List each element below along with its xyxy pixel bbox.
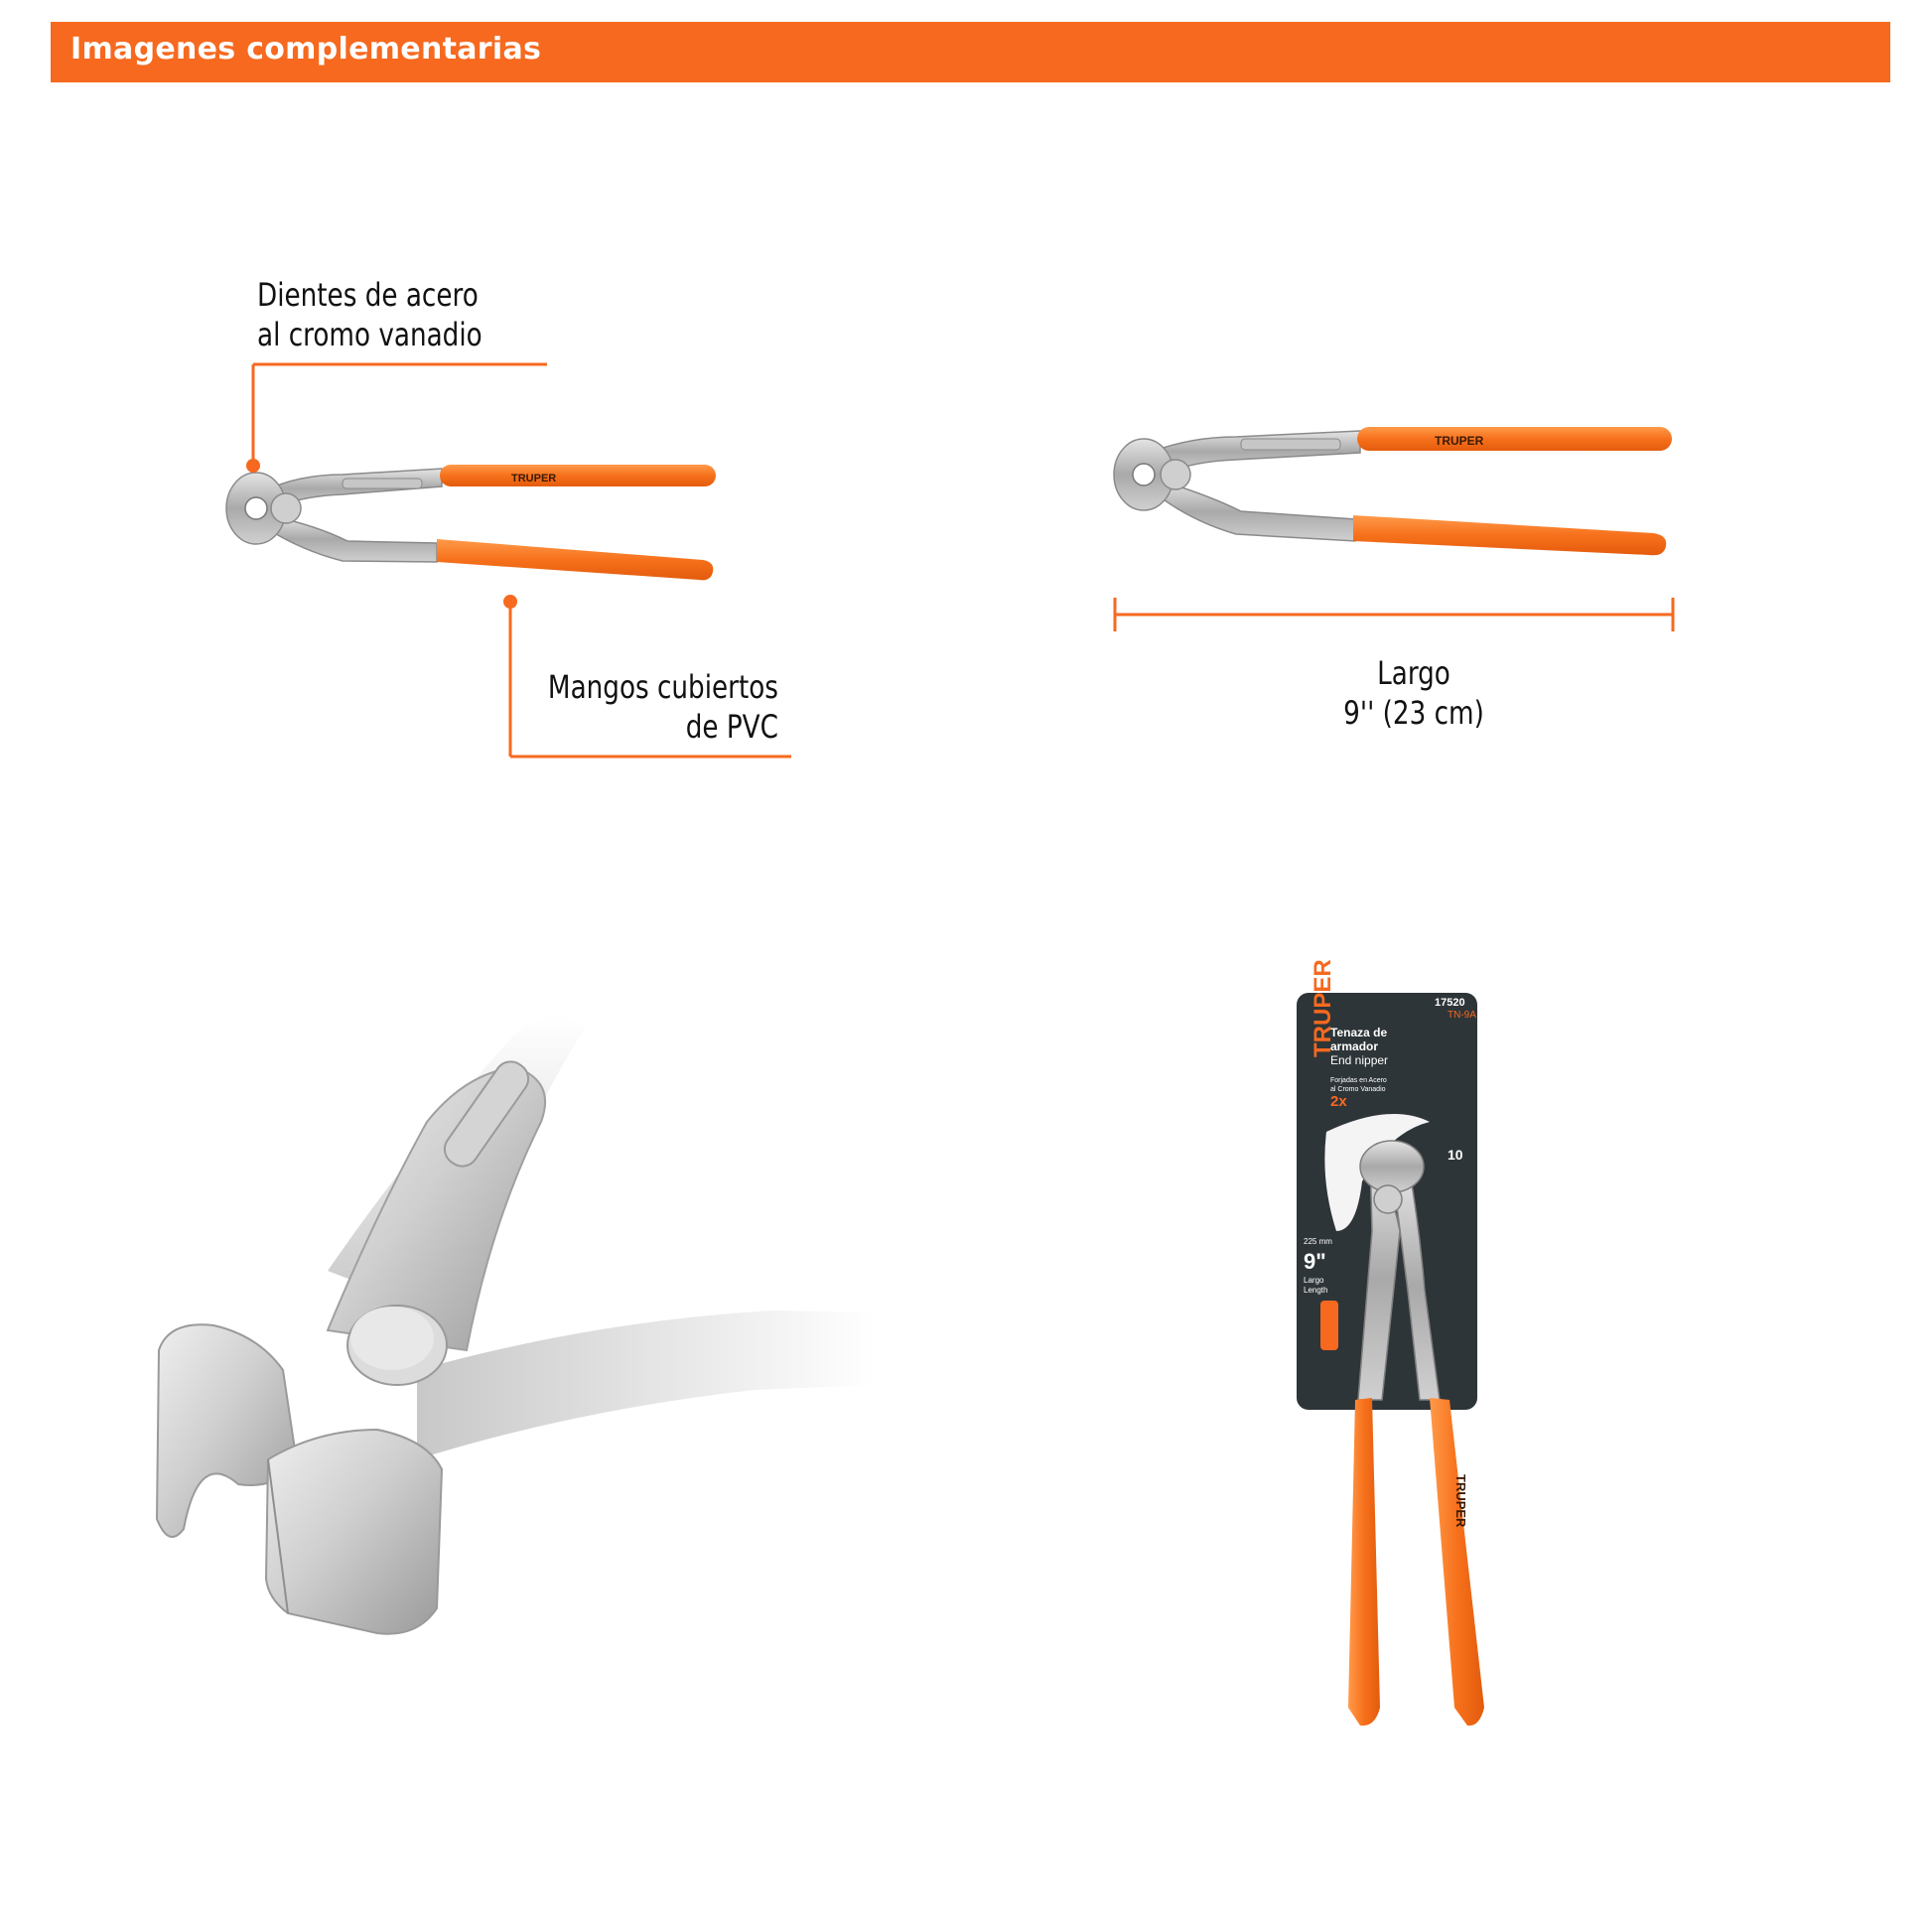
package-warranty: 10 [1448, 1147, 1463, 1163]
package-code: 17520 [1435, 997, 1465, 1009]
teeth-callout-line-1: Dientes de acero [257, 276, 479, 314]
handles-callout-label [548, 667, 778, 747]
length-label: Largo [1377, 654, 1450, 692]
package-length-es: Largo [1304, 1276, 1324, 1285]
handles-callout-line-1: Mangos cubiertos [547, 668, 778, 706]
package-length-en: Length [1304, 1286, 1328, 1295]
package-size-in: 9" [1304, 1249, 1326, 1274]
teeth-callout-label [257, 275, 483, 354]
package-brand: TRUPER [1310, 959, 1336, 1057]
pliers-handle-brand-2: TRUPER [1435, 434, 1484, 448]
teeth-callout-line [246, 364, 547, 473]
pliers-handle-brand: TRUPER [511, 473, 557, 484]
package-model: TN-9A [1448, 1010, 1476, 1021]
handles-callout-line-2: de PVC [685, 708, 778, 746]
pliers-callout-image [226, 465, 716, 580]
package-size-mm: 225 mm [1304, 1237, 1332, 1246]
package-handle-brand: TRUPER [1453, 1474, 1468, 1528]
pliers-length-image [1114, 427, 1672, 555]
packaged-product-image [1297, 959, 1484, 1725]
package-forged-2: al Cromo Vanadio [1330, 1086, 1386, 1093]
jaw-closeup-image [157, 1017, 874, 1634]
length-callout-label [1284, 653, 1544, 733]
package-name-en: End nipper [1330, 1053, 1389, 1067]
length-value: 9'' (23 cm) [1343, 694, 1484, 732]
section-title: Imagenes complementarias [70, 32, 542, 67]
package-name-es-1: Tenaza de [1330, 1026, 1388, 1039]
package-forged-1: Forjadas en Acero [1330, 1077, 1387, 1084]
package-name-es-2: armador [1330, 1039, 1379, 1053]
length-dimension-line [1115, 598, 1673, 631]
package-strength: 2x [1330, 1093, 1347, 1110]
teeth-callout-line-2: al cromo vanadio [257, 316, 483, 353]
